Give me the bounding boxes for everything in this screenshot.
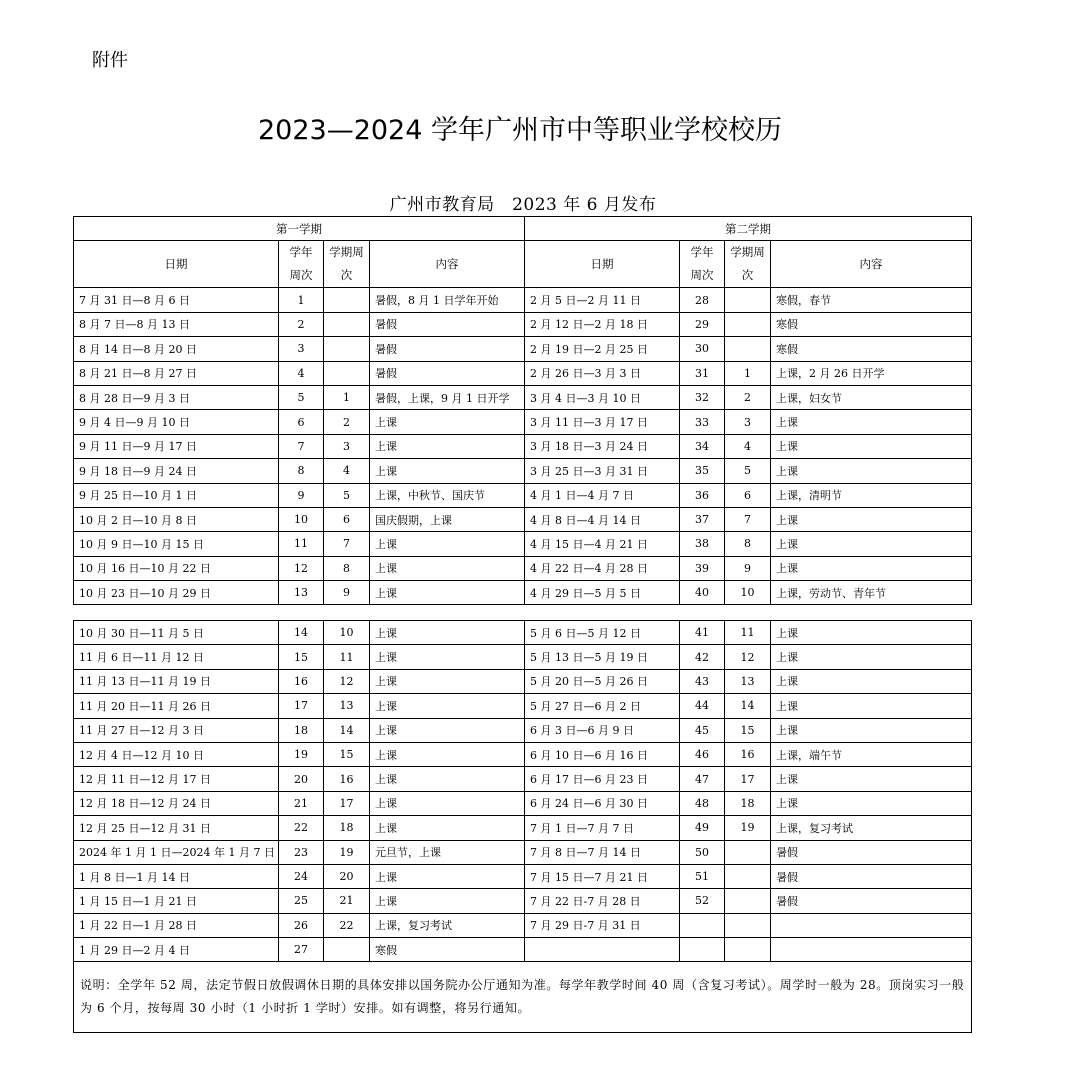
content-cell: 上课 [771, 621, 972, 645]
footnote: 说明：全学年 52 周，法定节假日放假调休日期的具体安排以国务院办公厅通知为准。每学年教学时间 40 周（含复习考试）。周学时一般为 28。顶岗实习一般为 6 个月，按每周 30 小时（1 小时折 1 学时）安排。如有调整，将另行通知。 [74, 962, 972, 1033]
table-row [74, 816, 972, 840]
year-week-cell: 10 [279, 507, 324, 531]
table-row [74, 507, 972, 531]
year-week-cell: 45 [680, 718, 725, 742]
term-week-cell [324, 337, 370, 361]
term-week-cell: 22 [324, 913, 370, 937]
year-week-cell: 3 [279, 337, 324, 361]
year-week-cell: 49 [680, 816, 725, 840]
year-week-cell: 23 [279, 840, 324, 864]
calendar-table-part2 [73, 620, 972, 1033]
year-week-header: 学年周次 [680, 241, 725, 288]
term-week-cell: 7 [324, 532, 370, 556]
date-cell: 10 月 30 日—11 月 5 日 [74, 621, 279, 645]
table-row [74, 410, 972, 434]
year-week-cell: 51 [680, 864, 725, 888]
year-week-cell: 25 [279, 889, 324, 913]
term-week-cell: 3 [324, 434, 370, 458]
content-cell: 暑假 [771, 864, 972, 888]
date-cell: 9 月 11 日—9 月 17 日 [74, 434, 279, 458]
date-cell: 12 月 4 日—12 月 10 日 [74, 742, 279, 766]
date-cell: 10 月 16 日—10 月 22 日 [74, 556, 279, 580]
term-week-cell: 21 [324, 889, 370, 913]
content-cell: 上课，劳动节、青年节 [771, 581, 972, 605]
table-row [74, 645, 972, 669]
table-row [74, 288, 972, 312]
year-week-cell: 47 [680, 767, 725, 791]
table-row [74, 913, 972, 937]
content-cell: 上课，妇女节 [771, 385, 972, 409]
term-week-cell: 19 [725, 816, 771, 840]
table-row [74, 459, 972, 483]
content-cell: 暑假 [771, 840, 972, 864]
content-cell: 上课 [771, 718, 972, 742]
table-row [74, 718, 972, 742]
date-cell: 3 月 4 日—3 月 10 日 [525, 385, 680, 409]
date-cell: 5 月 20 日—5 月 26 日 [525, 669, 680, 693]
term-week-cell: 11 [324, 645, 370, 669]
date-cell: 3 月 11 日—3 月 17 日 [525, 410, 680, 434]
year-week-cell: 24 [279, 864, 324, 888]
table-row [74, 385, 972, 409]
term-week-cell: 4 [725, 434, 771, 458]
year-week-cell: 21 [279, 791, 324, 815]
content-cell: 暑假，8 月 1 日学年开始 [370, 288, 525, 312]
content-cell: 上课 [370, 864, 525, 888]
term-week-cell: 18 [324, 816, 370, 840]
year-week-cell: 20 [279, 767, 324, 791]
date-cell: 5 月 6 日—5 月 12 日 [525, 621, 680, 645]
content-cell: 上课 [370, 410, 525, 434]
year-week-cell: 32 [680, 385, 725, 409]
term-week-cell: 14 [324, 718, 370, 742]
date-cell: 7 月 29 日-7 月 31 日 [525, 913, 680, 937]
term-week-cell: 17 [725, 767, 771, 791]
year-week-cell: 34 [680, 434, 725, 458]
year-week-cell: 13 [279, 581, 324, 605]
year-week-cell: 42 [680, 645, 725, 669]
table-row [74, 621, 972, 645]
year-week-cell: 38 [680, 532, 725, 556]
table-row [74, 889, 972, 913]
year-week-cell: 19 [279, 742, 324, 766]
content-cell: 寒假，春节 [771, 288, 972, 312]
content-cell: 上课 [771, 767, 972, 791]
content-cell: 上课 [771, 791, 972, 815]
content-cell: 上课 [771, 507, 972, 531]
year-week-cell: 35 [680, 459, 725, 483]
date-cell: 6 月 3 日—6 月 9 日 [525, 718, 680, 742]
term-week-cell: 10 [725, 581, 771, 605]
term-week-cell: 17 [324, 791, 370, 815]
year-week-cell: 29 [680, 312, 725, 336]
table-row [74, 864, 972, 888]
content-cell: 上课 [370, 767, 525, 791]
date-cell: 6 月 17 日—6 月 23 日 [525, 767, 680, 791]
table-row [74, 434, 972, 458]
table-row [74, 840, 972, 864]
content-cell: 国庆假期，上课 [370, 507, 525, 531]
date-cell: 5 月 27 日—6 月 2 日 [525, 694, 680, 718]
term-week-cell: 9 [725, 556, 771, 580]
year-week-cell: 50 [680, 840, 725, 864]
date-cell: 1 月 22 日—1 月 28 日 [74, 913, 279, 937]
table-row [74, 361, 972, 385]
date-cell: 11 月 27 日—12 月 3 日 [74, 718, 279, 742]
term-week-header: 学期周次 [725, 241, 771, 288]
term-week-cell: 16 [324, 767, 370, 791]
date-cell: 10 月 2 日—10 月 8 日 [74, 507, 279, 531]
year-week-cell: 4 [279, 361, 324, 385]
date-cell: 12 月 11 日—12 月 17 日 [74, 767, 279, 791]
term-week-cell [324, 288, 370, 312]
term-week-cell [725, 913, 771, 937]
term-week-cell: 1 [725, 361, 771, 385]
year-week-cell: 27 [279, 938, 324, 962]
table-row [74, 337, 972, 361]
term-week-cell [725, 864, 771, 888]
content-cell: 上课，端午节 [771, 742, 972, 766]
table-row [74, 694, 972, 718]
year-week-cell [680, 938, 725, 962]
content-cell: 上课 [370, 816, 525, 840]
year-week-cell: 12 [279, 556, 324, 580]
content-cell: 上课 [370, 645, 525, 669]
year-week-cell: 9 [279, 483, 324, 507]
table-row [74, 312, 972, 336]
term-week-cell [725, 312, 771, 336]
date-cell: 2 月 12 日—2 月 18 日 [525, 312, 680, 336]
table-row [74, 483, 972, 507]
year-week-cell: 16 [279, 669, 324, 693]
content-cell: 上课 [370, 694, 525, 718]
date-cell: 7 月 1 日—7 月 7 日 [525, 816, 680, 840]
content-cell: 上课 [771, 532, 972, 556]
year-week-cell [680, 913, 725, 937]
content-cell: 上课 [771, 434, 972, 458]
term-week-cell: 15 [725, 718, 771, 742]
date-cell: 6 月 24 日—6 月 30 日 [525, 791, 680, 815]
page-title: 2023—2024 学年广州市中等职业学校校历 [257, 115, 782, 146]
content-cell: 上课，中秋节、国庆节 [370, 483, 525, 507]
term-week-cell: 3 [725, 410, 771, 434]
term-week-cell: 6 [725, 483, 771, 507]
content-cell: 上课 [771, 556, 972, 580]
content-cell: 上课，复习考试 [771, 816, 972, 840]
term-week-cell: 14 [725, 694, 771, 718]
term-week-cell [324, 938, 370, 962]
date-cell: 2 月 26 日—3 月 3 日 [525, 361, 680, 385]
date-cell: 4 月 1 日—4 月 7 日 [525, 483, 680, 507]
year-week-cell: 41 [680, 621, 725, 645]
date-cell: 4 月 8 日—4 月 14 日 [525, 507, 680, 531]
date-cell: 4 月 15 日—4 月 21 日 [525, 532, 680, 556]
semester2-header: 第二学期 [525, 217, 972, 241]
date-cell: 7 月 22 日-7 月 28 日 [525, 889, 680, 913]
calendar-table-part1 [73, 216, 972, 605]
year-week-header: 学年周次 [279, 241, 324, 288]
date-cell: 1 月 8 日—1 月 14 日 [74, 864, 279, 888]
content-cell: 上课 [771, 645, 972, 669]
year-week-cell: 2 [279, 312, 324, 336]
date-cell: 4 月 22 日—4 月 28 日 [525, 556, 680, 580]
date-cell: 4 月 29 日—5 月 5 日 [525, 581, 680, 605]
term-week-cell: 9 [324, 581, 370, 605]
year-week-cell: 43 [680, 669, 725, 693]
date-cell: 10 月 23 日—10 月 29 日 [74, 581, 279, 605]
date-header: 日期 [74, 241, 279, 288]
year-week-cell: 30 [680, 337, 725, 361]
year-week-cell: 17 [279, 694, 324, 718]
date-cell: 5 月 13 日—5 月 19 日 [525, 645, 680, 669]
table-row [74, 742, 972, 766]
date-cell: 8 月 21 日—8 月 27 日 [74, 361, 279, 385]
year-week-cell: 8 [279, 459, 324, 483]
year-week-cell: 44 [680, 694, 725, 718]
date-cell: 11 月 20 日—11 月 26 日 [74, 694, 279, 718]
term-week-cell: 13 [324, 694, 370, 718]
content-cell: 上课 [771, 410, 972, 434]
year-week-cell: 39 [680, 556, 725, 580]
content-cell: 寒假 [370, 938, 525, 962]
term-week-cell: 13 [725, 669, 771, 693]
year-week-cell: 52 [680, 889, 725, 913]
content-cell: 上课 [370, 718, 525, 742]
term-week-cell: 12 [324, 669, 370, 693]
date-cell: 2024 年 1 月 1 日—2024 年 1 月 7 日 [74, 840, 279, 864]
term-week-cell: 5 [324, 483, 370, 507]
table-row [74, 791, 972, 815]
term-week-cell [725, 840, 771, 864]
content-cell: 上课，复习考试 [370, 913, 525, 937]
date-cell: 7 月 15 日—7 月 21 日 [525, 864, 680, 888]
year-week-cell: 5 [279, 385, 324, 409]
content-cell: 上课 [370, 434, 525, 458]
content-cell: 上课 [370, 532, 525, 556]
year-week-cell: 1 [279, 288, 324, 312]
date-cell: 9 月 18 日—9 月 24 日 [74, 459, 279, 483]
year-week-cell: 28 [680, 288, 725, 312]
calendar-body-part2 [74, 621, 972, 962]
date-cell: 11 月 6 日—11 月 12 日 [74, 645, 279, 669]
date-cell: 9 月 25 日—10 月 1 日 [74, 483, 279, 507]
date-cell: 9 月 4 日—9 月 10 日 [74, 410, 279, 434]
content-cell: 上课 [370, 581, 525, 605]
year-week-cell: 33 [680, 410, 725, 434]
semester1-header: 第一学期 [74, 217, 525, 241]
term-week-cell: 5 [725, 459, 771, 483]
content-cell: 上课 [370, 791, 525, 815]
content-cell [771, 938, 972, 962]
term-week-cell: 1 [324, 385, 370, 409]
term-week-cell: 15 [324, 742, 370, 766]
term-week-cell [324, 312, 370, 336]
content-cell: 暑假 [370, 337, 525, 361]
year-week-cell: 18 [279, 718, 324, 742]
term-week-cell: 4 [324, 459, 370, 483]
content-cell: 寒假 [771, 312, 972, 336]
year-week-cell: 46 [680, 742, 725, 766]
term-week-cell [725, 889, 771, 913]
date-cell: 7 月 8 日—7 月 14 日 [525, 840, 680, 864]
content-cell: 上课 [370, 889, 525, 913]
term-week-cell [725, 288, 771, 312]
content-cell: 上课 [771, 669, 972, 693]
calendar-body-part1 [74, 288, 972, 605]
year-week-cell: 48 [680, 791, 725, 815]
table-row [74, 767, 972, 791]
content-cell: 暑假 [370, 312, 525, 336]
content-cell: 上课 [370, 621, 525, 645]
content-cell: 上课 [370, 669, 525, 693]
content-header: 内容 [370, 241, 525, 288]
date-cell: 7 月 31 日—8 月 6 日 [74, 288, 279, 312]
year-week-cell: 36 [680, 483, 725, 507]
term-week-cell [324, 361, 370, 385]
year-week-cell: 40 [680, 581, 725, 605]
year-week-cell: 7 [279, 434, 324, 458]
content-cell [771, 913, 972, 937]
publisher-line: 广州市教育局 2023 年 6 月发布 [389, 195, 657, 215]
attachment-label: 附件 [92, 50, 128, 71]
term-week-cell: 2 [324, 410, 370, 434]
date-cell: 3 月 25 日—3 月 31 日 [525, 459, 680, 483]
table-row [74, 669, 972, 693]
term-week-cell: 18 [725, 791, 771, 815]
term-week-cell: 10 [324, 621, 370, 645]
year-week-cell: 22 [279, 816, 324, 840]
date-cell: 8 月 7 日—8 月 13 日 [74, 312, 279, 336]
table-row [74, 532, 972, 556]
term-week-cell: 19 [324, 840, 370, 864]
year-week-cell: 31 [680, 361, 725, 385]
table-row [74, 556, 972, 580]
content-cell: 寒假 [771, 337, 972, 361]
term-week-cell: 2 [725, 385, 771, 409]
term-week-cell: 20 [324, 864, 370, 888]
table-row [74, 938, 972, 962]
content-cell: 元旦节，上课 [370, 840, 525, 864]
term-week-cell: 16 [725, 742, 771, 766]
term-week-header: 学期周次 [324, 241, 370, 288]
term-week-cell: 8 [725, 532, 771, 556]
date-cell: 8 月 28 日—9 月 3 日 [74, 385, 279, 409]
content-cell: 上课 [370, 459, 525, 483]
term-week-cell: 12 [725, 645, 771, 669]
date-cell: 10 月 9 日—10 月 15 日 [74, 532, 279, 556]
date-cell: 8 月 14 日—8 月 20 日 [74, 337, 279, 361]
content-cell: 暑假 [771, 889, 972, 913]
content-cell: 暑假，上课，9 月 1 日开学 [370, 385, 525, 409]
date-cell: 12 月 25 日—12 月 31 日 [74, 816, 279, 840]
content-header: 内容 [771, 241, 972, 288]
date-cell: 1 月 15 日—1 月 21 日 [74, 889, 279, 913]
term-week-cell: 8 [324, 556, 370, 580]
date-cell: 12 月 18 日—12 月 24 日 [74, 791, 279, 815]
content-cell: 上课 [771, 694, 972, 718]
table-row [74, 581, 972, 605]
date-cell: 6 月 10 日—6 月 16 日 [525, 742, 680, 766]
year-week-cell: 11 [279, 532, 324, 556]
term-week-cell [725, 938, 771, 962]
term-week-cell: 6 [324, 507, 370, 531]
date-cell: 3 月 18 日—3 月 24 日 [525, 434, 680, 458]
content-cell: 上课，清明节 [771, 483, 972, 507]
year-week-cell: 37 [680, 507, 725, 531]
year-week-cell: 6 [279, 410, 324, 434]
content-cell: 上课 [370, 742, 525, 766]
content-cell: 上课 [771, 459, 972, 483]
year-week-cell: 26 [279, 913, 324, 937]
term-week-cell: 11 [725, 621, 771, 645]
year-week-cell: 14 [279, 621, 324, 645]
date-cell: 1 月 29 日—2 月 4 日 [74, 938, 279, 962]
content-cell: 暑假 [370, 361, 525, 385]
year-week-cell: 15 [279, 645, 324, 669]
date-header: 日期 [525, 241, 680, 288]
content-cell: 上课，2 月 26 日开学 [771, 361, 972, 385]
date-cell: 2 月 5 日—2 月 11 日 [525, 288, 680, 312]
date-cell [525, 938, 680, 962]
content-cell: 上课 [370, 556, 525, 580]
term-week-cell: 7 [725, 507, 771, 531]
date-cell: 2 月 19 日—2 月 25 日 [525, 337, 680, 361]
date-cell: 11 月 13 日—11 月 19 日 [74, 669, 279, 693]
term-week-cell [725, 337, 771, 361]
